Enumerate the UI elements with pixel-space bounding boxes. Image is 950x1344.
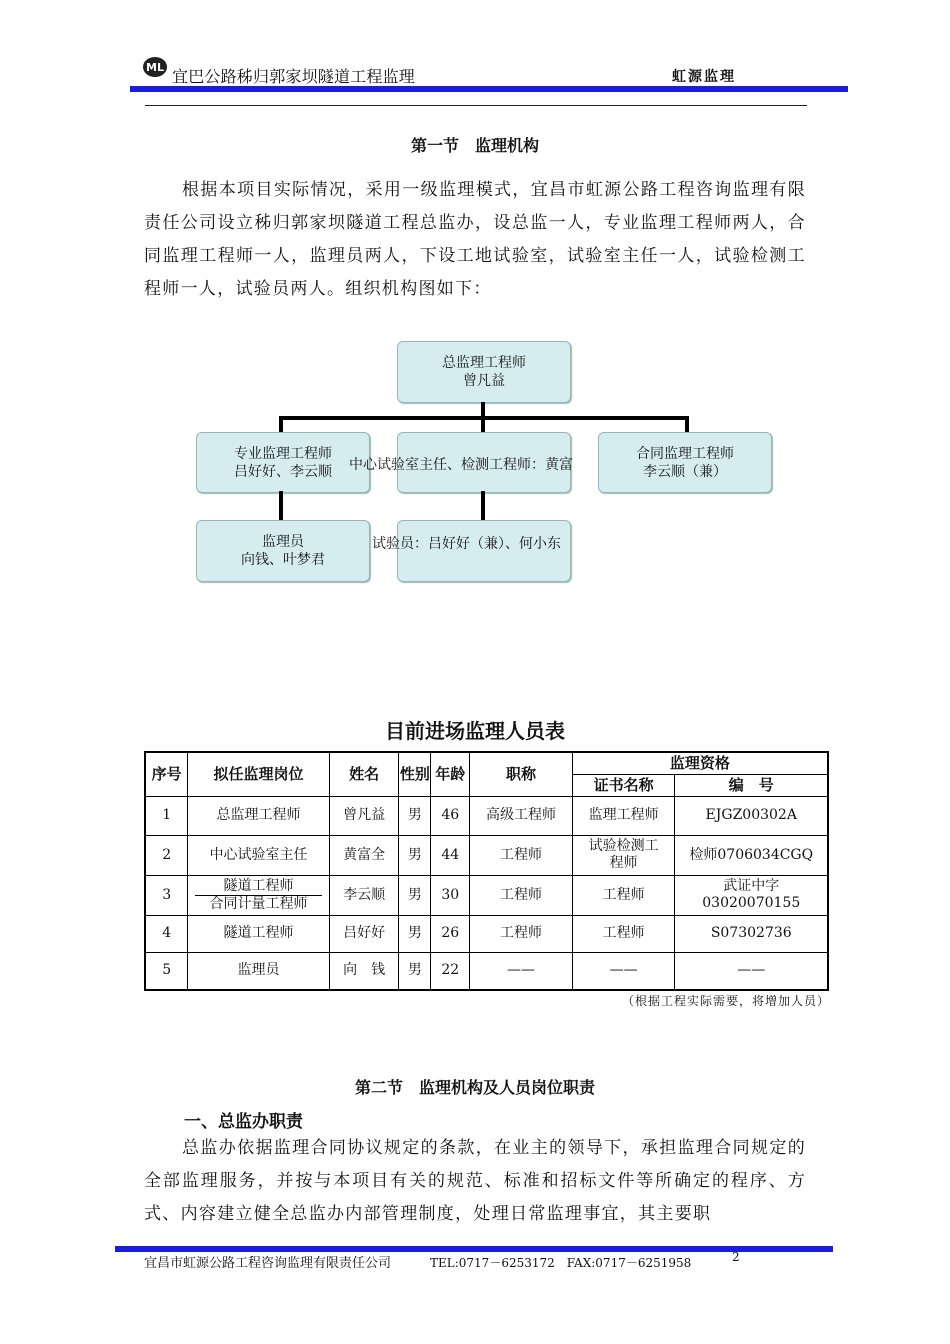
org-lab-label: 中心试验室主任、检测工程师：黄富 [349,457,573,473]
org-box-contract: 合同监理工程师 李云顺（兼） [598,432,772,493]
cell-cert-name: 工程师 [572,915,675,952]
cell-age: 46 [431,796,470,835]
cell-cert-no: —— [675,952,828,990]
cell-cert-no: EJGZ00302A [675,796,828,835]
cell-title: 工程师 [470,915,573,952]
header-accent-bar [130,86,848,92]
cell-cert-name: 工程师 [572,875,675,915]
cell-age: 44 [431,835,470,875]
table-row [145,875,828,915]
cell-cert-name: 试验检测工程师 [572,835,675,875]
header-qualification: 监理资格 [572,752,828,774]
footer-company: 宜昌市虹源公路工程咨询监理有限责任公司 [144,1256,392,1271]
company-logo [142,56,168,78]
org-connector [481,491,485,520]
section2-paragraph: 总监办依据监理合同协议规定的条款，在业主的领导下，承担监理合同规定的全部监理服务，并按与本项目有关的规范、标准和招标文件等所确定的程序、方式、内容建立健全总监办内部管理制度，处理日常监理事宜，其主要职 [144,1138,806,1224]
table-row [145,915,828,952]
table-note: （根据工程实际需要，将增加人员） [621,994,830,1008]
cell-position: 隧道工程师 [188,915,329,952]
org-box-chief: 总监理工程师 曾凡益 [397,341,571,403]
cell-gender: 男 [399,915,431,952]
personnel-table [144,751,829,991]
org-connector [481,402,485,416]
header-position: 拟任监理岗位 [188,752,329,796]
cell-cert-no: 武证中字03020070155 [675,875,828,915]
cell-title: 工程师 [470,875,573,915]
cell-cert-name: 监理工程师 [572,796,675,835]
section2-subtitle: 一、总监办职责 [184,1112,303,1132]
section1-title: 第一节 监理机构 [410,136,539,155]
cell-age: 26 [431,915,470,952]
cell-seq: 4 [145,915,188,952]
org-box-supervisor: 监理员 向钱、叶梦君 [196,520,370,582]
header-title: 宜巴公路秭归郭家坝隧道工程监理 [172,67,416,86]
header-cert-name: 证书名称 [572,774,675,796]
header-age: 年龄 [431,752,470,796]
cell-title: 工程师 [470,835,573,875]
header-name: 姓名 [329,752,399,796]
cell-seq: 2 [145,835,188,875]
section2-title: 第二节 监理机构及人员岗位职责 [354,1078,595,1097]
page-number: 2 [732,1250,740,1264]
cell-cert-name: —— [572,952,675,990]
cell-cert-no: 检师0706034CGQ [675,835,828,875]
table-row [145,952,828,990]
cell-name: 向 钱 [329,952,399,990]
cell-cert-no: S07302736 [675,915,828,952]
org-box-professional: 专业监理工程师 吕好好、李云顺 [196,432,370,493]
table-header-row [145,752,828,774]
cell-position-line2: 合同计量工程师 [209,895,308,912]
cell-gender: 男 [399,952,431,990]
cell-position-line1: 隧道工程师 [195,878,321,896]
cell-name: 黄富全 [329,835,399,875]
cell-seq: 1 [145,796,188,835]
table-row [145,835,828,875]
cell-gender: 男 [399,796,431,835]
org-connector [279,491,283,520]
footer-contact: TEL:0717－6253172 FAX:0717－6251958 [430,1256,692,1270]
table-title: 目前进场监理人员表 [385,719,565,743]
header-title: 职称 [470,752,573,796]
header-gender: 性别 [399,752,431,796]
cell-name: 曾凡益 [329,796,399,835]
cell-name: 李云顺 [329,875,399,915]
header-brand: 虹源监理 [672,69,736,85]
cell-position: 中心试验室主任 [188,835,329,875]
svg-text:ML: ML [146,61,164,74]
header-seq: 序号 [145,752,188,796]
section1-paragraph: 根据本项目实际情况，采用一级监理模式，宜昌市虹源公路工程咨询监理有限责任公司设立秭归郭家坝隧道工程总监办，设总监一人，专业监理工程师两人，合同监理工程师一人，监理员两人，下设工地试验室，试验室主任一人，试验检测工程师一人，试验员两人。组织机构图如下： [144,180,806,299]
cell-title: —— [470,952,573,990]
header-divider [145,105,807,106]
cell-name: 吕好好 [329,915,399,952]
cell-seq: 3 [145,875,188,915]
cell-position [188,875,329,915]
org-connector [685,416,689,432]
cell-gender: 男 [399,875,431,915]
table-row [145,796,828,835]
org-tester-label: 试验员：吕好好（兼）、何小东 [372,536,561,552]
header-cert-no: 编 号 [675,774,828,796]
org-connector [481,416,485,432]
cell-position: 总监理工程师 [188,796,329,835]
cell-gender: 男 [399,835,431,875]
cell-age: 30 [431,875,470,915]
cell-position: 监理员 [188,952,329,990]
cell-seq: 5 [145,952,188,990]
org-connector [279,416,283,432]
cell-title: 高级工程师 [470,796,573,835]
cell-age: 22 [431,952,470,990]
